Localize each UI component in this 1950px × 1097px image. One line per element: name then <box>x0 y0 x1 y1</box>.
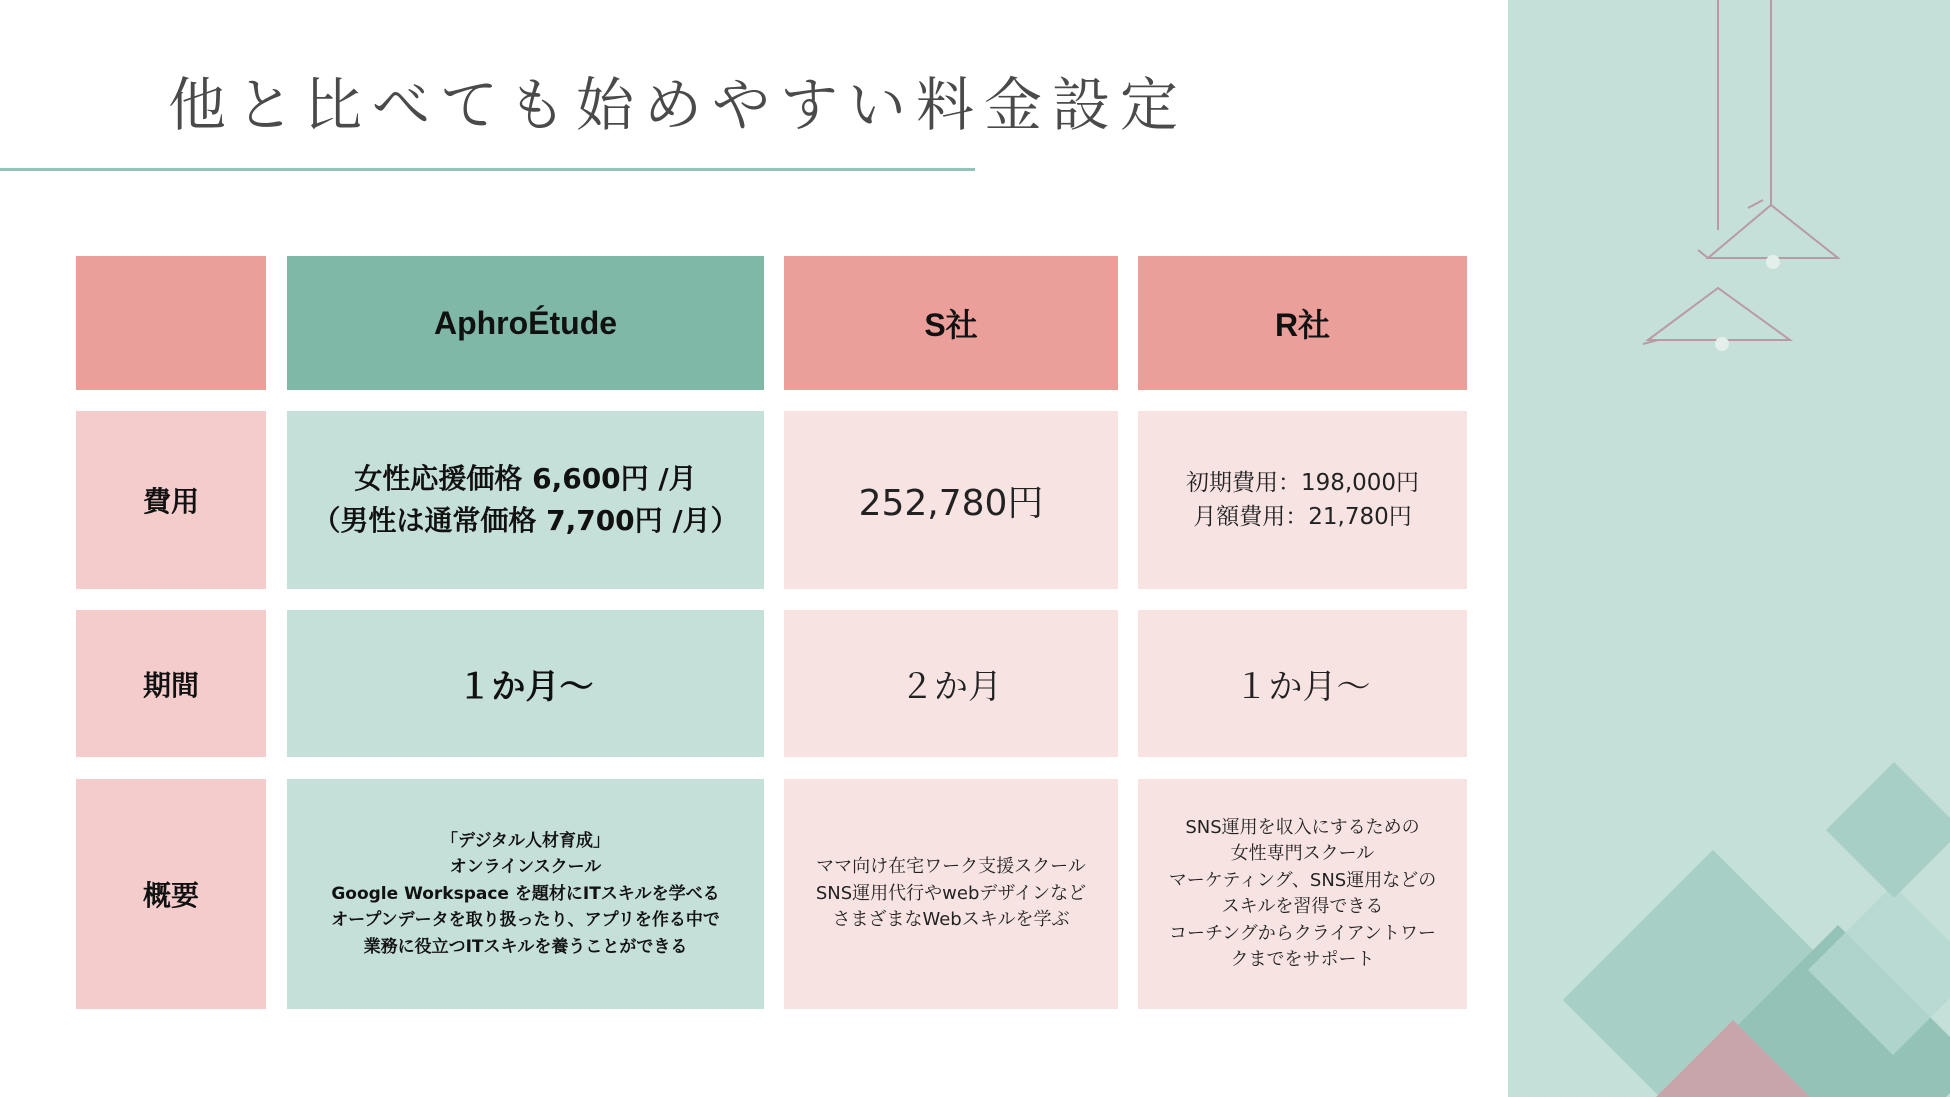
header-r-company <box>1138 256 1467 390</box>
header-aphroetude <box>287 256 764 390</box>
pendant-lamp-icon <box>1643 0 1838 344</box>
row-label-cost <box>76 411 266 589</box>
period-s-company <box>784 610 1118 757</box>
diamond-shapes <box>1563 762 1950 1097</box>
row-label-period-text: 期間 <box>142 668 199 702</box>
period-aphroetude-text: １か月～ <box>457 667 594 707</box>
cost-aphroetude-text: 女性応援価格 6,600円 /月 （男性は通常価格 7,700円 /月） <box>312 462 739 537</box>
summary-s-company-text: ママ向け在宅ワーク支援スクール SNS運用代行やwebデザインなど さまざまなWebスキルを学ぶ <box>815 856 1087 931</box>
cost-r-company <box>1138 411 1467 589</box>
summary-aphroetude-text: 「デジタル人材育成」 オンラインスクール Google Workspace を題材にITスキルを学べる オープンデータを取り扱ったり、アプリを作る中で 業務に役立つITスキルを養うことができる <box>331 830 720 957</box>
period-s-company-text: ２か月 <box>900 667 1002 707</box>
header-aphroetude-label: AphroÉtude <box>433 304 618 341</box>
cost-aphroetude <box>287 411 764 589</box>
decoration-graphics <box>1508 0 1950 1097</box>
summary-s-company <box>784 779 1118 1009</box>
row-label-summary <box>76 779 266 1009</box>
page-title: 他と比べても始めやすい料金設定 <box>168 71 1189 139</box>
period-r-company-text: １か月～ <box>1234 667 1371 707</box>
decorative-side-panel <box>1508 0 1950 1097</box>
row-label-cost-text: 費用 <box>142 485 199 518</box>
period-aphroetude <box>287 610 764 757</box>
header-s-company <box>784 256 1118 390</box>
cost-r-company-text: 初期費用：198,000円 月額費用：21,780円 <box>1185 470 1420 530</box>
header-corner-cell <box>76 256 266 390</box>
header-r-company-label: R社 <box>1274 307 1331 343</box>
row-label-summary-text: 概要 <box>142 879 199 912</box>
summary-aphroetude <box>287 779 764 1009</box>
cost-s-company-text: 252,780円 <box>858 482 1044 524</box>
header-s-company-label: S社 <box>924 307 978 343</box>
summary-r-company-text: SNS運用を収入にするための 女性専門スクール マーケティング、SNS運用などの スキルを習得できる コーチングからクライアントワー クまでをサポート <box>1168 816 1437 970</box>
period-r-company <box>1138 610 1467 757</box>
title-underline <box>0 168 975 171</box>
cost-s-company <box>784 411 1118 589</box>
summary-r-company <box>1138 779 1467 1009</box>
row-label-period <box>76 610 266 757</box>
